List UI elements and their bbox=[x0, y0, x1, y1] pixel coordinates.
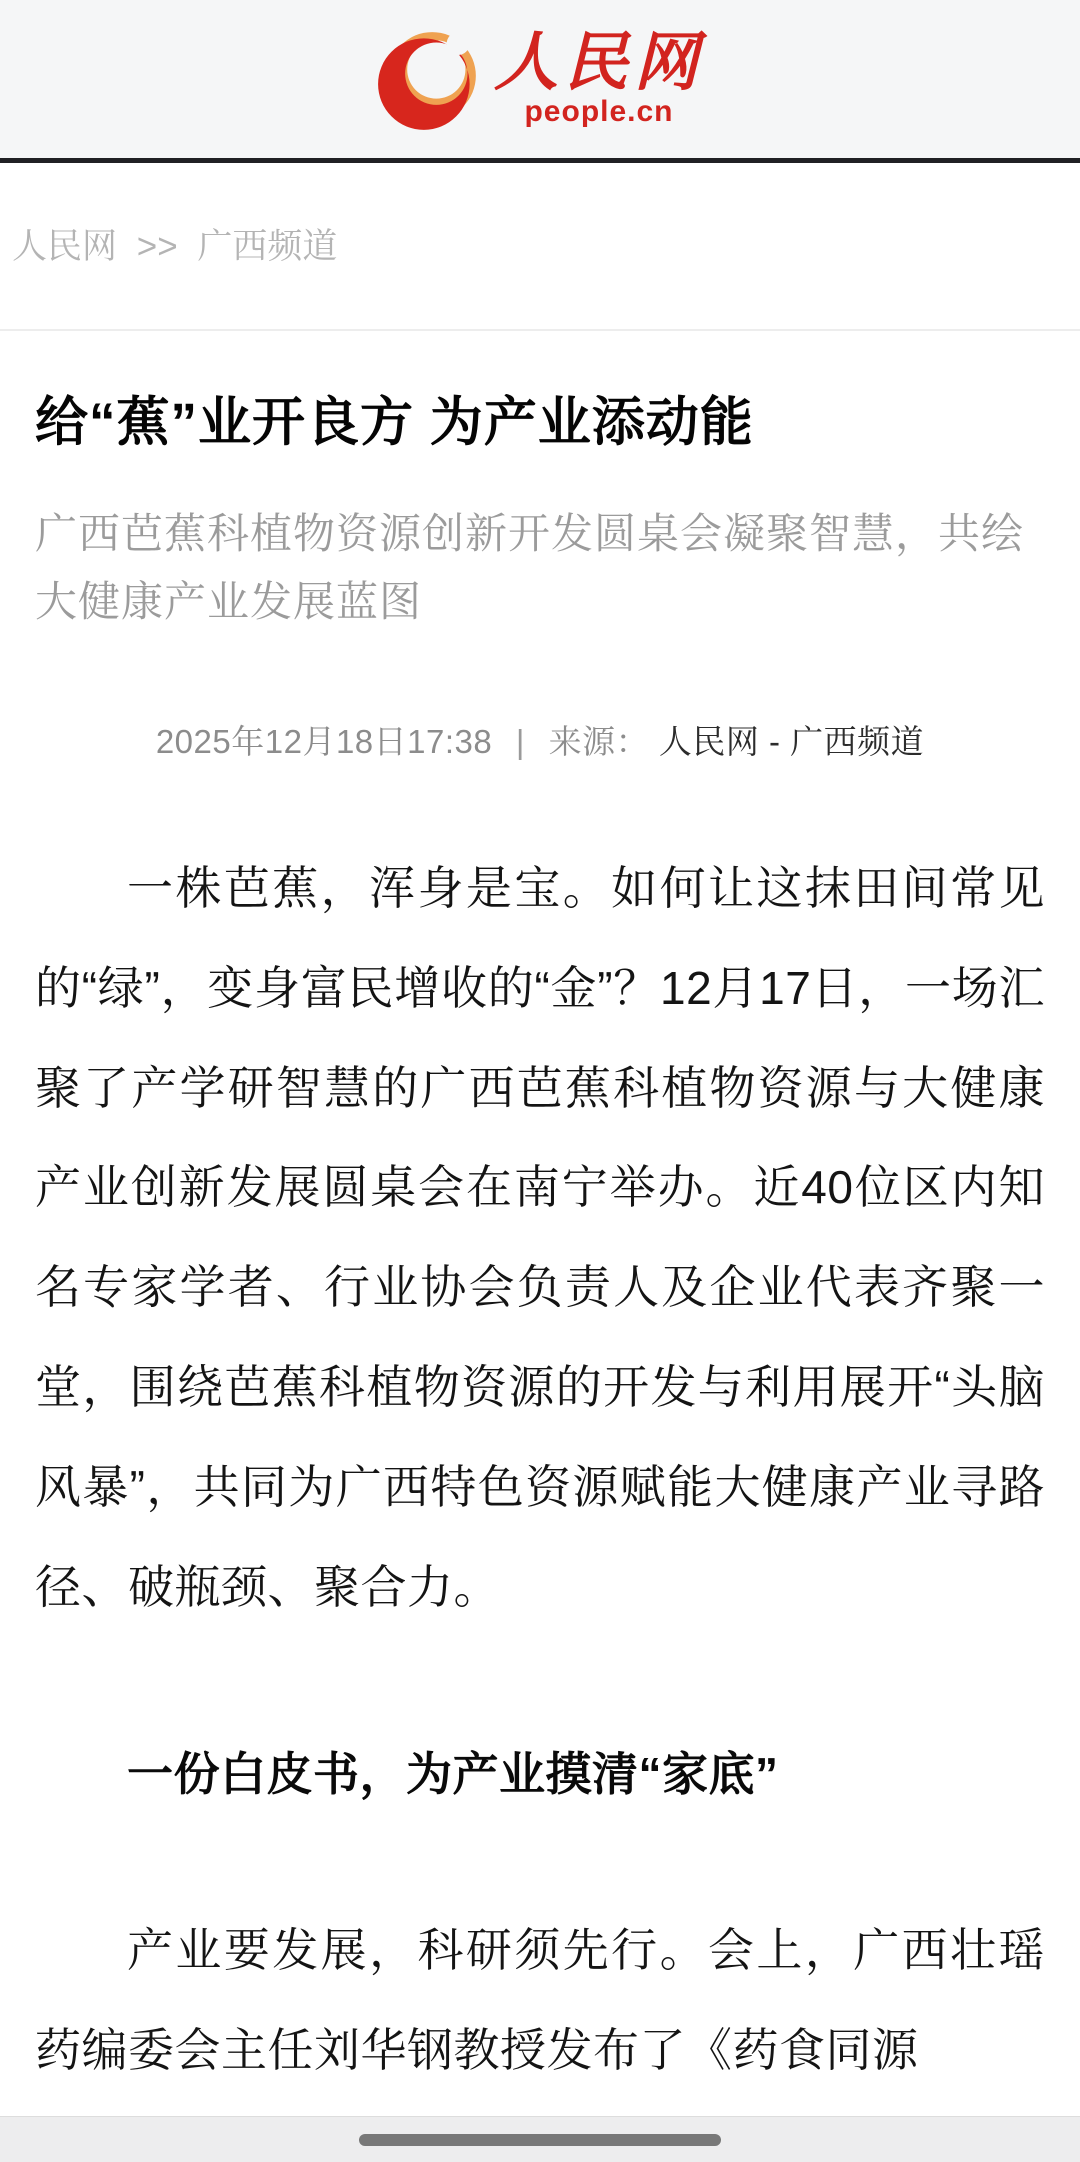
meta-separator: | bbox=[515, 722, 525, 760]
source-name: 人民网 - 广西频道 bbox=[658, 722, 925, 760]
site-header bbox=[0, 0, 1080, 158]
people-cn-logo[interactable] bbox=[376, 24, 704, 134]
people-cn-logo-icon bbox=[376, 30, 480, 134]
logo-cn-text: 人民网 bbox=[494, 26, 704, 99]
article-paragraph-2: 产业要发展，科研须先行。会上，广西壮瑶药编委会主任刘华钢教授发布了《药食同源 bbox=[35, 1924, 1045, 2077]
breadcrumb-site-link[interactable]: 人民网 bbox=[12, 227, 118, 266]
breadcrumb bbox=[0, 163, 1080, 329]
breadcrumb-divider bbox=[0, 329, 1080, 331]
article-meta bbox=[35, 716, 1045, 763]
article bbox=[0, 389, 1080, 2101]
breadcrumb-channel-link[interactable]: 广西频道 bbox=[197, 227, 338, 266]
logo-domain-text: people.cn bbox=[524, 94, 674, 128]
article-subtitle: 广西芭蕉科植物资源创新开发圆桌会凝聚智慧，共绘大健康产业发展蓝图 bbox=[35, 509, 1025, 625]
home-indicator[interactable] bbox=[359, 2134, 721, 2146]
section-heading: 一份白皮书，为产业摸清“家底” bbox=[127, 1748, 779, 1801]
bottom-gesture-bar bbox=[0, 2116, 1080, 2162]
publish-date: 2025年12月18日17:38 bbox=[155, 722, 493, 760]
breadcrumb-separator: >> bbox=[136, 227, 178, 266]
article-title: 给“蕉”业开良方 为产业添动能 bbox=[35, 393, 754, 452]
source-label: 来源： bbox=[548, 722, 650, 760]
article-paragraph-1: 一株芭蕉，浑身是宝。如何让这抹田间常见的“绿”，变身富民增收的“金”？12月17日，一场汇聚了产学研智慧的广西芭蕉科植物资源与大健康产业创新发展圆桌会在南宁举办。近40位区内知名专家学者、行业协会负责人及企业代表齐聚一堂，围绕芭蕉科植物资源的开发与利用展开“头脑风暴”，共同为广西特色资源赋能大健康产业寻路径、破瓶颈、聚合力。 bbox=[35, 861, 1045, 1613]
